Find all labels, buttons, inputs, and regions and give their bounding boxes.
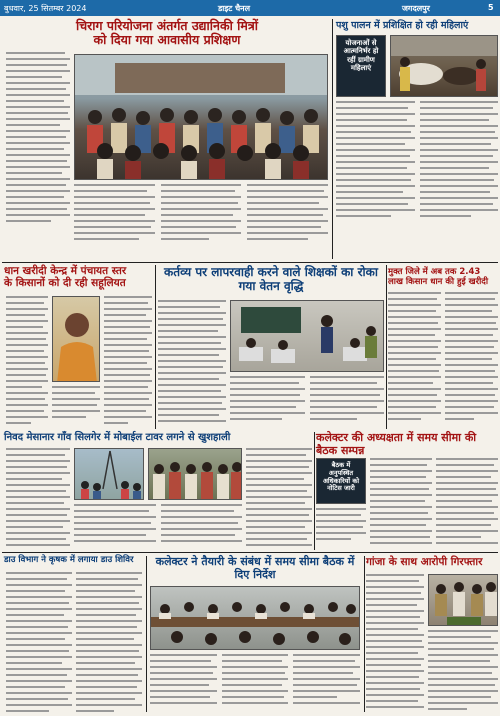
photo-villagers [148, 448, 242, 500]
masthead-city: जगदलपुर [402, 4, 430, 13]
photo-official-portrait [52, 296, 100, 382]
villagers-figures [149, 449, 242, 500]
article-text-column [52, 386, 100, 426]
photo-training-group [74, 54, 328, 180]
article-text-columns [230, 376, 384, 426]
masthead-date: बुधवार, 25 सितम्बर 2024 [4, 4, 87, 13]
highlight-box [336, 35, 386, 97]
arrest-figures [429, 575, 498, 626]
article-text-column [6, 52, 70, 260]
masthead-paper-name: डाइट चैनल [218, 4, 251, 13]
photo-mobile-tower [74, 448, 144, 500]
headline-line-1: चिराग परियोजना अंतर्गत उद्यानिकी मित्रों [75, 18, 259, 33]
headline-women-animal-husbandry: पशु पालन में प्रशिक्षित हो रही महिलाएं [336, 20, 469, 31]
photo-strip [336, 224, 498, 234]
cattle-photo-figures [391, 36, 498, 97]
headline-ganja-arrest: गांजा के साथ आरोपी गिरफ्तार [366, 556, 483, 568]
tower-figures [75, 449, 144, 500]
article-text-column [6, 448, 70, 548]
photo-meeting-hall [150, 586, 360, 650]
column-separator [386, 265, 387, 429]
group-photo-figures [75, 55, 328, 180]
article-text-column [316, 508, 366, 548]
article-text-column [428, 630, 498, 712]
headline-collector-instructions: कलेक्टर ने तैयारी के संबंध में समय सीमा बैठक में दिए निर्देश [155, 555, 355, 581]
portrait-figure [53, 297, 100, 382]
article-text-columns [370, 458, 498, 548]
article-text-column [158, 300, 226, 426]
column-separator [146, 556, 147, 712]
headline-mobile-tower: निवद मेसानार गॉंव सिलगेर में मोबाईल टावर लगने से खुशहाली [4, 432, 231, 443]
column-separator [155, 265, 156, 429]
article-text-column [104, 296, 152, 426]
column-separator [332, 19, 333, 259]
highlight-tag: योजनाओं से आत्मनिर्भर हो रहीं ग्रामीण महिलाएं [337, 36, 385, 96]
headline-line-1: धान खरीदी केन्द्र में पंचायत स्तर [4, 265, 127, 277]
masthead-page-number: 5 [488, 3, 494, 12]
photo-cattle-women [390, 35, 498, 97]
headline-teachers-increment: कर्तव्य पर लापरवाही करने वाले शिक्षकों का रोका गया वेतन वृद्धि [164, 265, 378, 293]
highlight-tag: बैठक में अनुपस्थित अधिकारियों को नोटिस जारी [317, 459, 365, 503]
masthead [0, 0, 500, 16]
headline-line-2: को दिया गया आवासीय प्रशिक्षण [93, 32, 241, 48]
photo-police-arrest [428, 574, 498, 626]
headline-paddy-purchase-figures: मुक्त जिले में अब तक 2.43 लाख किसान धान की हुई खरीदी [388, 267, 489, 287]
article-text-columns [74, 504, 242, 548]
headline-camp: डाउ विभाग ने कृषक में लगाया डाउ शिविर [4, 555, 134, 565]
headline-paddy-procurement [4, 265, 154, 289]
divider [2, 262, 498, 263]
column-separator [364, 556, 365, 712]
article-text-columns [336, 101, 498, 223]
article-text-columns [74, 184, 328, 260]
article-text-columns [150, 654, 360, 712]
article-text-column [366, 574, 424, 712]
classroom-figures [231, 301, 384, 372]
headline-collector-meeting: कलेक्टर की अध्यक्षता में समय सीमा की बैठक सम्पन्न [316, 431, 477, 457]
highlight-box [316, 458, 366, 504]
headline-line-2: के किसानों को दी रही सहूलियत [4, 277, 126, 290]
column-separator [314, 432, 315, 550]
article-text-columns [6, 572, 142, 712]
meeting-figures [151, 587, 360, 650]
divider [2, 552, 498, 553]
article-text-column [6, 296, 48, 426]
headline-chirag-training [4, 19, 330, 48]
article-text-column [246, 448, 312, 548]
article-text-columns [388, 292, 498, 428]
photo-classroom [230, 300, 384, 372]
